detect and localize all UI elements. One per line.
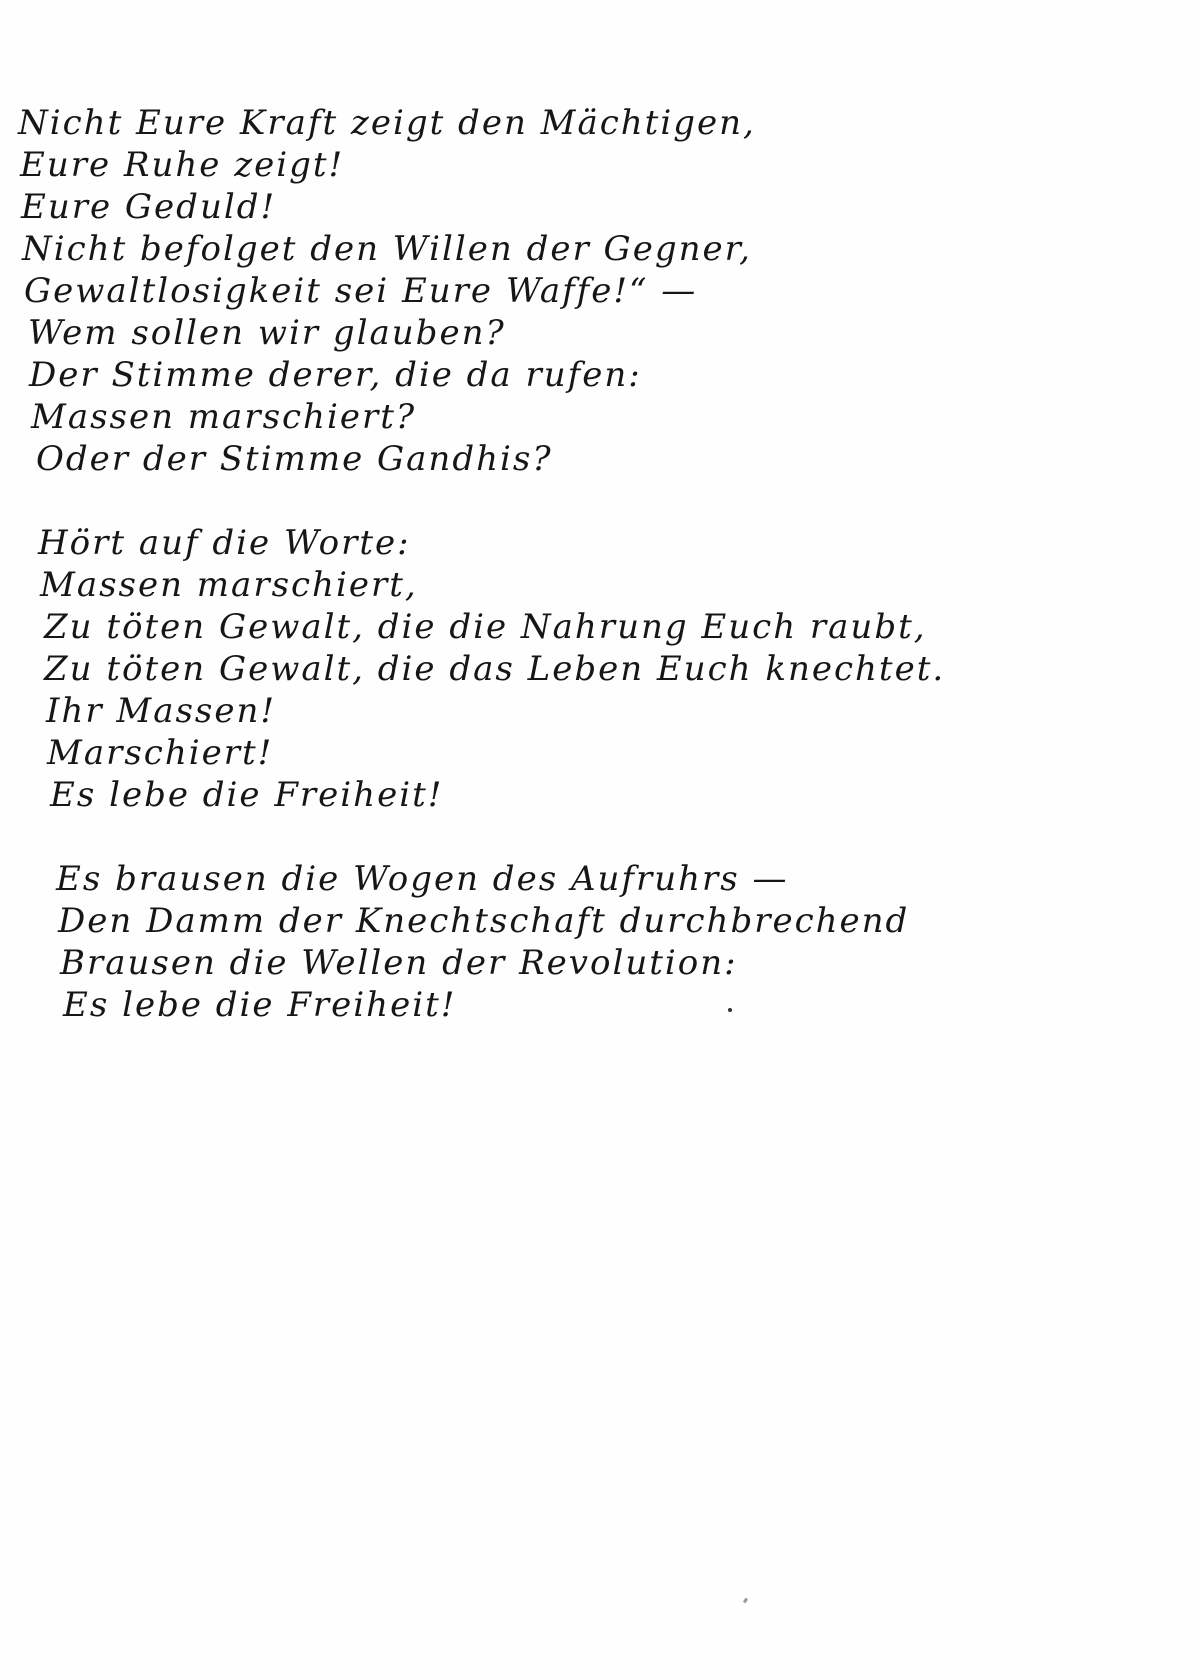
poem-line: Es brausen die Wogen des Aufruhrs — — [56, 859, 789, 899]
poem — [18, 102, 1118, 1026]
ink-speck — [728, 1008, 732, 1012]
poem-line: Der Stimme derer, die da rufen: — [29, 355, 642, 395]
poem-line: Ihr Massen! — [46, 691, 277, 731]
poem-line: Marschiert! — [47, 733, 274, 773]
poem-line: Zu töten Gewalt, die die Nahrung Euch raubt, — [44, 607, 927, 647]
poem-line: Nicht befolget den Willen der Gegner, — [22, 229, 752, 269]
stanza-3 — [18, 858, 1118, 1026]
poem-line: Es lebe die Freiheit! — [63, 985, 457, 1025]
poem-line: Es lebe die Freiheit! — [50, 775, 444, 815]
poem-line: Nicht Eure Kraft zeigt den Mächtigen, — [18, 103, 756, 143]
poem-line: Gewaltlosigkeit sei Eure Waffe!“ — — [24, 271, 698, 311]
poem-line: Oder der Stimme Gandhis? — [36, 439, 553, 479]
poem-line: Massen marschiert? — [31, 397, 417, 437]
stanza-1 — [18, 102, 1118, 480]
poem-line: Den Damm der Knechtschaft durchbrechend — [58, 901, 910, 941]
poem-line: Wem sollen wir glauben? — [28, 313, 506, 353]
poem-line: Brausen die Wellen der Revolution: — [60, 943, 738, 983]
poem-line: Zu töten Gewalt, die das Leben Euch knechtet. — [44, 649, 946, 689]
poem-line: Massen marschiert, — [40, 565, 418, 605]
poem-line: Hört auf die Worte: — [38, 523, 411, 563]
ink-speck — [743, 1598, 748, 1604]
poem-line: Eure Geduld! — [21, 187, 277, 227]
stanza-2 — [18, 522, 1118, 816]
poem-line: Eure Ruhe zeigt! — [20, 145, 345, 185]
